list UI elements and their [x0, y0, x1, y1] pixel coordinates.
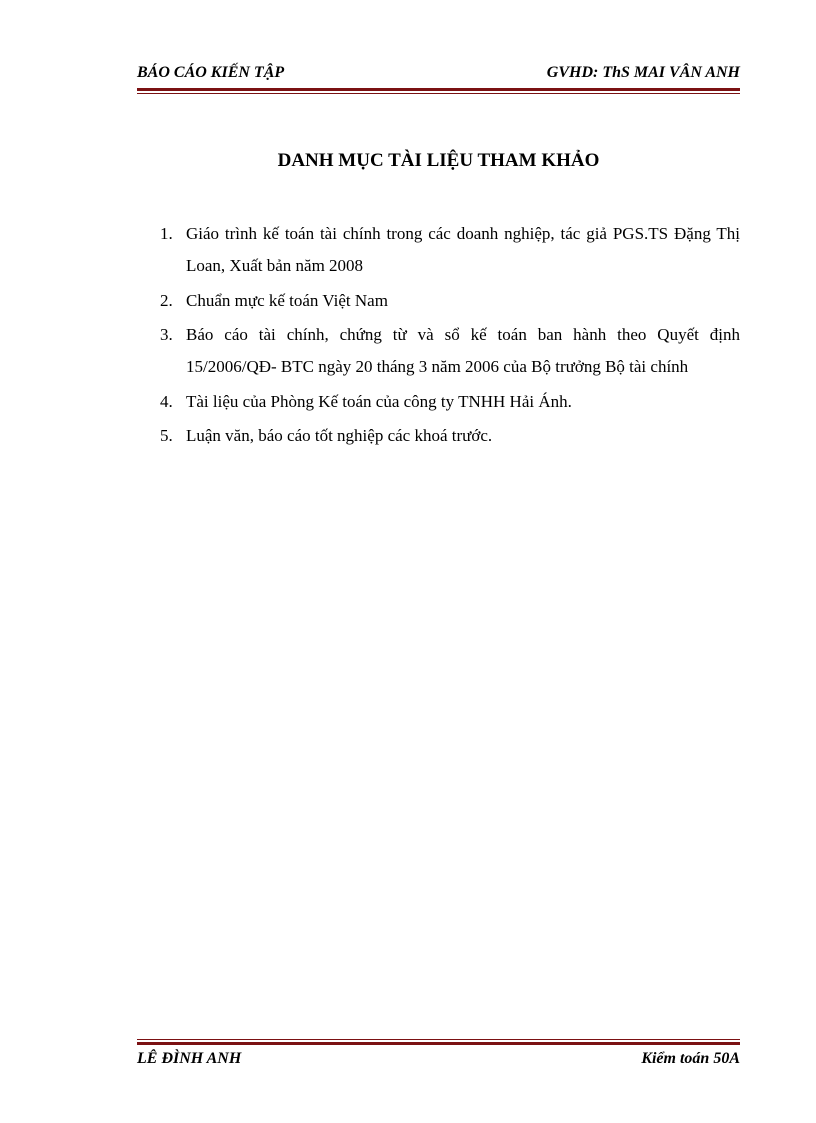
page-header	[137, 64, 740, 86]
reference-text: Luận văn, báo cáo tốt nghiệp các khoá trước.	[186, 426, 493, 445]
reference-item-4	[160, 386, 740, 418]
reference-list	[160, 218, 740, 455]
reference-text: Báo cáo tài chính, chứng từ và sổ kế toán ban hành theo Quyết định 15/2006/QĐ- BTC ngày 20 tháng 3 năm 2006 của Bộ trưởng Bộ tài chính	[186, 325, 740, 376]
footer-rule-thin	[137, 1039, 740, 1040]
page-footer	[137, 1050, 740, 1072]
header-report-title: BÁO CÁO KIẾN TẬP	[137, 64, 285, 81]
footer-class: Kiểm toán 50A	[641, 1050, 740, 1067]
reference-item-3	[160, 319, 740, 383]
header-rule-thick	[137, 88, 740, 91]
header-supervisor: GVHD: ThS MAI VÂN ANH	[546, 64, 740, 81]
reference-number: 3.	[160, 325, 173, 344]
reference-number: 2.	[160, 290, 173, 310]
page-title: DANH MỤC TÀI LIỆU THAM KHẢO	[277, 150, 600, 171]
reference-text: Giáo trình kế toán tài chính trong các doanh nghiệp, tác giả PGS.TS Đặng Thị Loan, Xuất bản năm 2008	[186, 224, 740, 275]
reference-number: 4.	[160, 391, 173, 411]
reference-text: Chuẩn mực kế toán Việt Nam	[186, 290, 388, 310]
footer-rule-thick	[137, 1042, 740, 1045]
header-rule-thin	[137, 93, 740, 94]
reference-item-2	[160, 285, 740, 317]
footer-author: LÊ ĐÌNH ANH	[137, 1050, 242, 1067]
reference-item-5	[160, 420, 740, 452]
reference-item-1	[160, 218, 740, 282]
reference-text: Tài liệu của Phòng Kế toán của công ty TNHH Hải Ánh.	[186, 391, 572, 411]
reference-number: 5.	[160, 426, 173, 445]
reference-number: 1.	[160, 224, 173, 243]
